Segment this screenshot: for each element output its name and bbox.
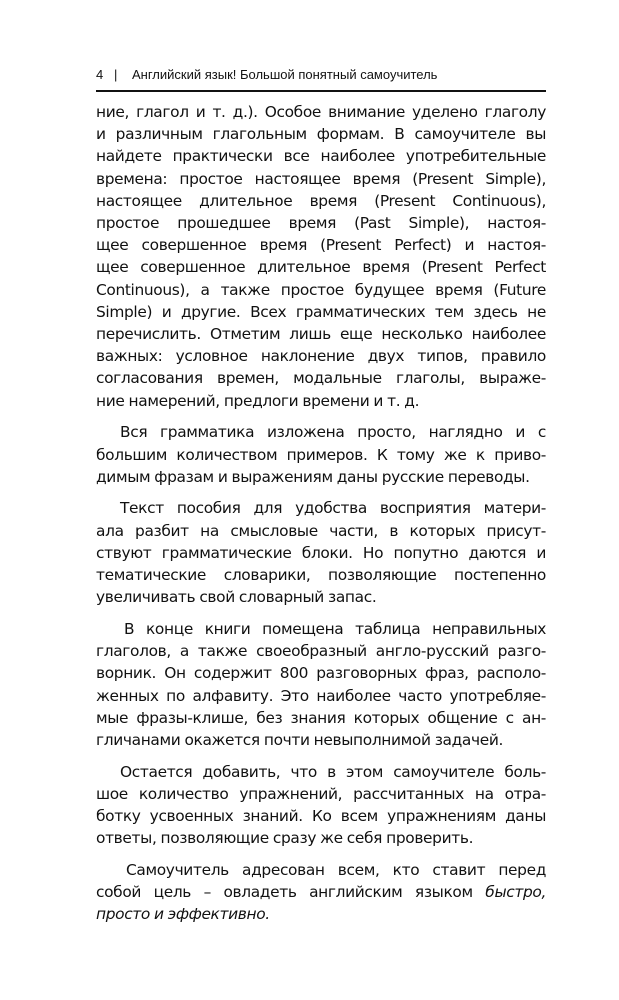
paragraph-6: [96, 859, 546, 926]
text-line: Самоучитель адресован всем, кто ставит перед: [126, 861, 546, 879]
text-line: большим количеством примеров. К тому же к приво-: [96, 445, 546, 464]
paragraph-1: [96, 101, 546, 412]
text-line: В конце книги помещена таблица неправильных: [124, 619, 546, 638]
paragraph-3: [96, 497, 546, 608]
text-line-mixed: [96, 881, 546, 903]
text-line: Вся грамматика изложена просто, наглядно и с: [120, 423, 546, 442]
paragraph-2: [96, 421, 546, 488]
text-line: настоящее длительное время (Present Continuous),: [96, 191, 546, 210]
text-line: ботку усвоенных знаний. Ко всем упражнениям даны: [96, 807, 546, 826]
text-line: ствуют грамматические блоки. Но попутно даются и: [96, 543, 546, 562]
text-line: димым фразам и выражениям даны русские переводы.: [96, 467, 530, 486]
text-line: найдете практически все наиболее употребительные: [96, 147, 546, 166]
text-line: ние, глагол и т. д.). Особое внимание уделено глаголу: [96, 103, 546, 121]
text-line: согласования времен, модальные глаголы, выраже-: [96, 369, 546, 388]
text-line: Остается добавить, что в этом самоучителе боль-: [120, 762, 546, 781]
text-line: тематические словарики, позволяющие постепенно: [96, 566, 546, 585]
running-header-title: Английский язык! Большой понятный самоучитель: [132, 67, 438, 82]
body-text: [96, 101, 546, 935]
text-line: и различным глагольным формам. В самоучителе вы: [96, 125, 546, 144]
text-line: Simple) и другие. Всех грамматических тем здесь не: [96, 302, 546, 321]
text-line: щее совершенное длительное время (Present Perfect: [96, 258, 546, 277]
text-line: перечислить. Отметим лишь еще несколько наиболее: [96, 325, 546, 344]
text-line: времена: простое настоящее время (Present Simple),: [96, 169, 546, 188]
header-separator: |: [114, 67, 118, 82]
text-line: простое прошедшее время (Past Simple), настоя-: [96, 214, 546, 233]
text-line: ответы, позволяющие сразу же себя проверить.: [96, 829, 474, 848]
emphasis-text: быстро,: [485, 883, 546, 902]
paragraph-4: [96, 618, 546, 751]
text-line: гличанами окажется почти невыполнимой задачей.: [96, 730, 504, 749]
header-rule: [96, 90, 546, 92]
text-line: ние намерений, предлоги времени и т. д.: [96, 391, 420, 410]
text-line: шое количество упражнений, рассчитанных на отра-: [96, 784, 546, 803]
text-run: собой цель – овладеть английским языком: [96, 883, 486, 902]
text-line: увеличивать свой словарный запас.: [96, 588, 377, 607]
text-line: щее совершенное время (Present Perfect) и настоя-: [96, 236, 546, 255]
text-line: Текст пособия для удобства восприятия матери-: [120, 499, 546, 518]
text-line: ала разбит на смысловые части, в которых присут-: [96, 521, 546, 540]
emphasis-text: просто и эффективно.: [96, 905, 270, 924]
text-line: женных по алфавиту. Это наиболее часто употребляе-: [96, 686, 546, 705]
running-header: [96, 66, 546, 88]
page-number: 4: [96, 67, 104, 82]
text-line: ворник. Он содержит 800 разговорных фраз, располо-: [96, 664, 546, 683]
text-line: мые фразы-клише, без знания которых общение с ан-: [96, 708, 546, 727]
text-line: Continuous), а также простое будущее время (Future: [96, 280, 546, 299]
text-line: глаголов, а также своеобразный англо-русский разго-: [96, 642, 546, 661]
text-line: важных: условное наклонение двух типов, правило: [96, 347, 546, 366]
paragraph-5: [96, 761, 546, 850]
